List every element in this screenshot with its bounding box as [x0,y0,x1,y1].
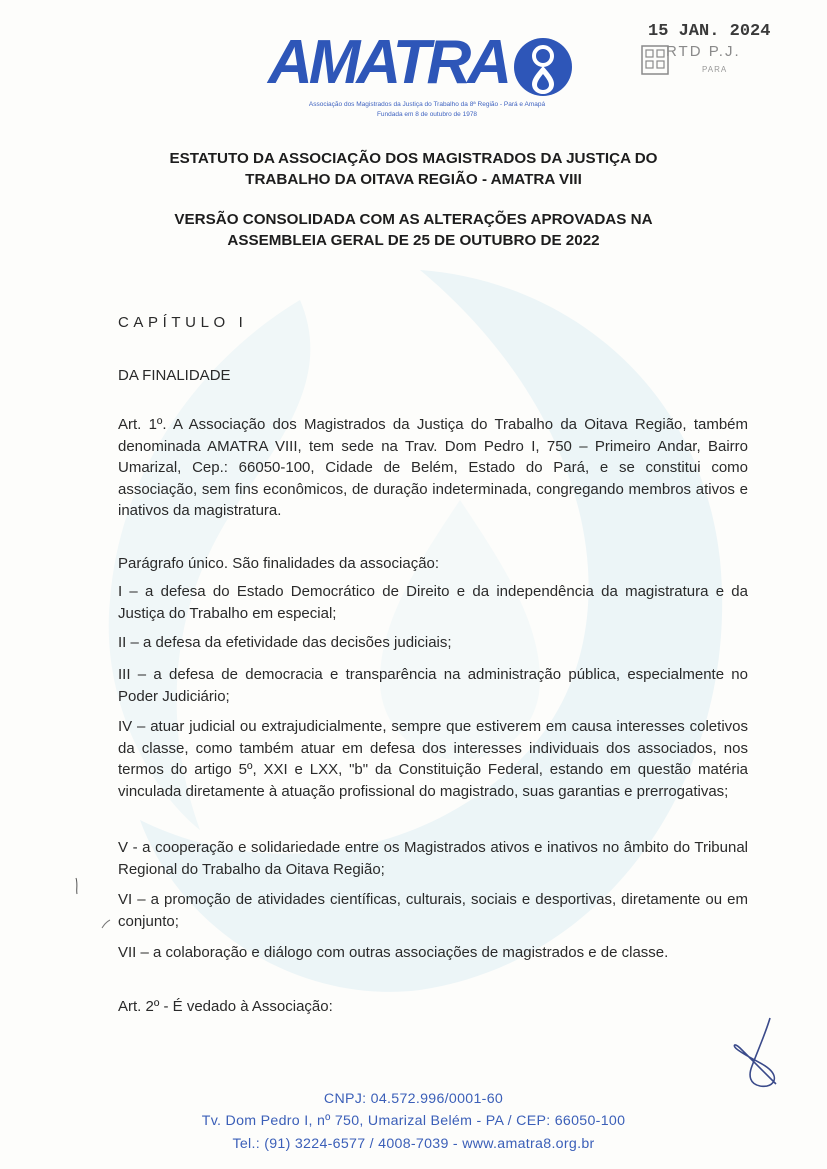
version-title [100,209,727,251]
statute-title-line1: ESTATUTO DA ASSOCIAÇÃO DOS MAGISTRADOS DA JUSTIÇA DO [169,150,658,167]
item-v-text: V - a cooperação e solidariedade entre os Magistrados ativos e inativos no âmbito do Tribunal Regional do Trabalho da Oitava Região; [118,839,748,878]
item-ii-text: II – a defesa da efetividade das decisões judiciais; [118,634,452,651]
margin-pen-mark [70,870,120,930]
article-2-text: Art. 2º - É vedado à Associação: [118,998,333,1015]
item-ii [118,632,748,654]
article-2 [118,996,748,1018]
item-iii [118,664,748,707]
stamp-org: RTD P.J. [666,43,741,60]
handwritten-signature [722,1014,792,1094]
version-title-line1: VERSÃO CONSOLIDADA COM AS ALTERAÇÕES APROVADAS NA [174,211,653,228]
sole-paragraph-text: Parágrafo único. São finalidades da associação: [118,555,440,572]
logo-founded: Fundada em 8 de outubro de 1978 [376,111,478,118]
item-iv-text: IV – atuar judicial ou extrajudicialmente, sempre que estiverem em causa interesses coletivos da classe, como também atuar em defesa dos interesses individuais dos associados, nos termos do artigo 5º, XXI e LXX, "b" da Constituição Federal, estando em questão matéria vinculada diretamente à atuação profissional do magistrado, suas garantias e prerrogativas; [118,718,748,800]
footer-cnpj: CNPJ: 04.572.996/0001-60 [323,1091,504,1107]
footer-address: Tv. Dom Pedro I, nº 750, Umarizal Belém - PA / CEP: 66050-100 [201,1113,626,1129]
logo-badge-icon [512,36,574,98]
article-1-text: Art. 1º. A Associação dos Magistrados da Justiça do Trabalho da Oitava Região, também denominada AMATRA VIII, tem sede na Trav. Dom Pedro I, 750 – Primeiro Andar, Bairro Umarizal, Cep.: 66050-100, Cidade de Belém, Estado do Pará, e se constitui como associação, sem fins econômicos, de duração indeterminada, congregando membros ativos e inativos da magistratura. [118,416,748,519]
stamp-city: PARA [702,65,728,74]
footer-contact: Tel.: (91) 3224-6577 / 4008-7039 - www.amatra8.org.br [232,1136,595,1152]
item-vii-text: VII – a colaboração e diálogo com outras associações de magistrados e de classe. [118,944,669,961]
item-iv [118,716,748,802]
statute-title [100,148,727,190]
chapter-heading: CAPÍTULO I [118,314,248,331]
item-iii-text: III – a defesa de democracia e transparência na administração pública, especialmente no Poder Judiciário; [118,666,748,705]
registry-stamp [636,22,771,82]
item-v [118,837,748,880]
article-1 [118,414,748,522]
item-i-text: I – a defesa do Estado Democrático de Direito e da independência da magistratura e da Justiça do Trabalho em especial; [118,583,748,622]
item-vi [118,889,748,932]
logo-subtitle: Associação dos Magistrados da Justiça do Trabalho da 8ª Região - Pará e Amapá [308,101,546,108]
logo-wordmark: AMATRA [268,28,509,97]
stamp-date: 15 JAN. 2024 [648,22,771,41]
amatra-logo [262,28,592,123]
item-vi-text: VI – a promoção de atividades científicas, culturais, sociais e desportivas, diretamente ou em conjunto; [118,891,748,930]
item-vii [118,942,748,964]
item-i [118,581,748,624]
version-title-line2: ASSEMBLEIA GERAL DE 25 DE OUTUBRO DE 2022 [227,232,600,249]
section-heading: DA FINALIDADE [118,367,231,384]
sole-paragraph [118,553,748,575]
statute-title-line2: TRABALHO DA OITAVA REGIÃO - AMATRA VIII [245,171,582,188]
